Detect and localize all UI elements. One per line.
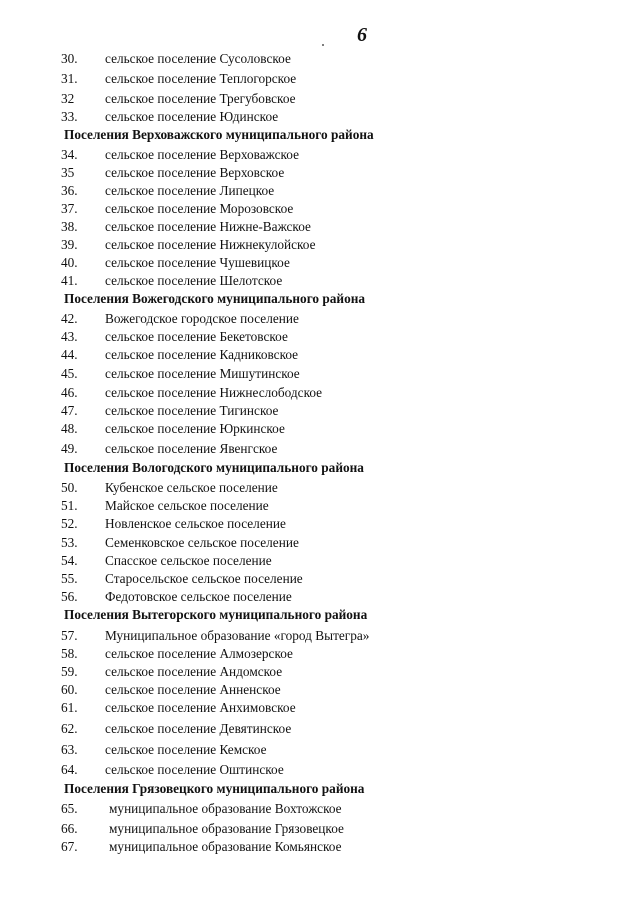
item-number: 44.: [61, 347, 78, 362]
item-number: 35: [61, 165, 75, 180]
item-number: 54.: [61, 553, 78, 568]
item-number: 59.: [61, 664, 78, 679]
item-text: Муниципальное образование «город Вытегра»: [105, 628, 370, 643]
list-item: [0, 800, 640, 818]
item-text: сельское поселение Морозовское: [105, 201, 294, 216]
item-text: Кубенское сельское поселение: [105, 480, 278, 495]
list-item: [0, 570, 640, 588]
list-item: [0, 534, 640, 552]
item-number: 49.: [61, 441, 78, 456]
list-item: [0, 164, 640, 182]
item-number: 55.: [61, 571, 78, 586]
item-text: Семенковское сельское поселение: [105, 535, 299, 550]
page-number: 6: [357, 24, 367, 46]
item-text: сельское поселение Тигинское: [105, 403, 279, 418]
item-number: 37.: [61, 201, 78, 216]
item-text: сельское поселение Анхимовское: [105, 700, 296, 715]
list-item: [0, 479, 640, 497]
list-item: [0, 50, 640, 68]
item-text: муниципальное образование Вохтожское: [109, 801, 342, 816]
item-text: сельское поселение Верховажское: [105, 147, 300, 162]
item-text: сельское поселение Нижне-Важское: [105, 219, 311, 234]
list-item: [0, 384, 640, 402]
item-text: сельское поселение Явенгское: [105, 441, 278, 456]
item-number: 32: [61, 91, 75, 106]
list-item: [0, 236, 640, 254]
list-item: [0, 645, 640, 663]
list-item: [0, 741, 640, 759]
list-item: [0, 420, 640, 438]
item-text: муниципальное образование Комьянское: [109, 839, 342, 854]
item-text: сельское поселение Юркинское: [105, 421, 285, 436]
item-text: сельское поселение Девятинское: [105, 721, 292, 736]
district-heading: Поселения Вожегодского муниципального района: [64, 291, 366, 306]
item-number: 66.: [61, 821, 78, 836]
list-item: [0, 663, 640, 681]
district-heading: Поселения Грязовецкого муниципального района: [64, 781, 365, 796]
list-item: [0, 552, 640, 570]
item-number: 46.: [61, 385, 78, 400]
list-item: [0, 328, 640, 346]
district-heading: Поселения Вологодского муниципального района: [64, 460, 364, 475]
item-text: сельское поселение Трегубовское: [105, 91, 296, 106]
list-item: [0, 699, 640, 717]
item-number: 61.: [61, 700, 78, 715]
list-item: [0, 497, 640, 515]
item-number: 42.: [61, 311, 78, 326]
item-text: сельское поселение Бекетовское: [105, 329, 288, 344]
item-number: 47.: [61, 403, 78, 418]
list-item: [0, 346, 640, 364]
item-text: сельское поселение Верховское: [105, 165, 285, 180]
district-heading: Поселения Вытегорского муниципального района: [64, 607, 368, 622]
item-number: 67.: [61, 839, 78, 854]
item-number: 65.: [61, 801, 78, 816]
item-text: сельское поселение Юдинское: [105, 109, 279, 124]
item-text: Спасское сельское поселение: [105, 553, 272, 568]
list-item: [0, 365, 640, 383]
item-text: сельское поселение Теплогорское: [105, 71, 297, 86]
item-number: 57.: [61, 628, 78, 643]
item-number: 33.: [61, 109, 78, 124]
item-number: 39.: [61, 237, 78, 252]
item-number: 34.: [61, 147, 78, 162]
item-number: 58.: [61, 646, 78, 661]
list-item: [0, 218, 640, 236]
item-text: Федотовское сельское поселение: [105, 589, 292, 604]
item-text: сельское поселение Анненское: [105, 682, 281, 697]
list-item: [0, 200, 640, 218]
item-number: 63.: [61, 742, 78, 757]
list-item: [0, 820, 640, 838]
item-number: 45.: [61, 366, 78, 381]
list-item: [0, 182, 640, 200]
item-text: сельское поселение Чушевицкое: [105, 255, 290, 270]
list-item: [0, 720, 640, 738]
item-text: сельское поселение Оштинское: [105, 762, 284, 777]
item-number: 43.: [61, 329, 78, 344]
item-number: 52.: [61, 516, 78, 531]
list-item: [0, 627, 640, 645]
item-text: сельское поселение Липецкое: [105, 183, 275, 198]
item-text: муниципальное образование Грязовецкое: [109, 821, 344, 836]
item-text: сельское поселение Шелотское: [105, 273, 283, 288]
list-item: [0, 70, 640, 88]
list-item: [0, 90, 640, 108]
item-number: 48.: [61, 421, 78, 436]
item-text: Новленское сельское поселение: [105, 516, 286, 531]
district-heading: Поселения Верховажского муниципального района: [64, 127, 374, 142]
item-number: 51.: [61, 498, 78, 513]
list-item: [0, 761, 640, 779]
list-item: [0, 310, 640, 328]
item-text: сельское поселение Сусоловское: [105, 51, 291, 66]
list-item: [0, 272, 640, 290]
item-text: сельское поселение Алмозерское: [105, 646, 293, 661]
item-text: Вожегодское городское поселение: [105, 311, 299, 326]
list-item: [0, 402, 640, 420]
item-number: 30.: [61, 51, 78, 66]
item-text: сельское поселение Кадниковское: [105, 347, 299, 362]
item-number: 41.: [61, 273, 78, 288]
item-text: Старосельское сельское поселение: [105, 571, 303, 586]
item-text: сельское поселение Мишутинское: [105, 366, 300, 381]
item-text: сельское поселение Кемское: [105, 742, 267, 757]
item-number: 60.: [61, 682, 78, 697]
list-item: [0, 108, 640, 126]
list-item: [0, 515, 640, 533]
item-number: 36.: [61, 183, 78, 198]
item-number: 31.: [61, 71, 78, 86]
item-text: сельское поселение Андомское: [105, 664, 283, 679]
item-number: 64.: [61, 762, 78, 777]
item-text: сельское поселение Нижнекулойское: [105, 237, 316, 252]
item-number: 38.: [61, 219, 78, 234]
item-text: Майское сельское поселение: [105, 498, 269, 513]
list-item: [0, 146, 640, 164]
list-item: [0, 254, 640, 272]
item-number: 62.: [61, 721, 78, 736]
list-item: [0, 681, 640, 699]
item-text: сельское поселение Нижнеслободское: [105, 385, 323, 400]
item-number: 53.: [61, 535, 78, 550]
item-number: 56.: [61, 589, 78, 604]
item-number: 50.: [61, 480, 78, 495]
item-number: 40.: [61, 255, 78, 270]
scan-speck: [322, 44, 324, 46]
list-item: [0, 588, 640, 606]
list-item: [0, 440, 640, 458]
list-item: [0, 838, 640, 856]
